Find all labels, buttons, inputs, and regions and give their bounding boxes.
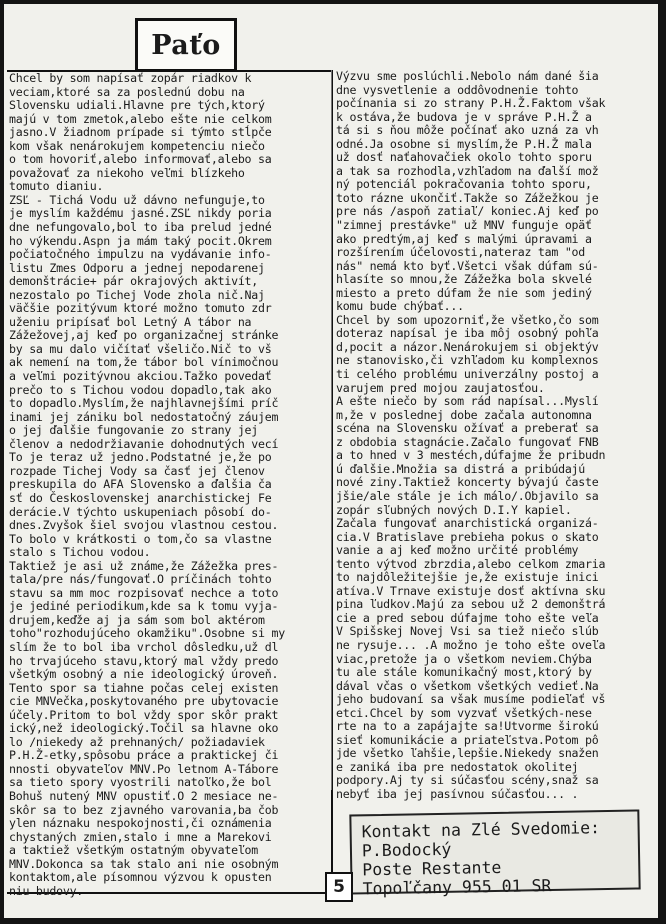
- article-column-left: [7, 70, 333, 898]
- text-line: ti celého problému univerzálny postoj a: [336, 367, 599, 382]
- text-line: Chcel by som napísať zopár riadkov k: [9, 71, 252, 85]
- text-line: dne vysvetlenie a oddôvodnenie tohto: [336, 82, 579, 97]
- text-line: k ostáva,že budova je v správe P.H.Ž a: [336, 109, 592, 124]
- text-line: toto rázne ukončiť.Takže so Zážežkou je: [336, 190, 599, 205]
- text-line: chystaných zmien,stalo i mne a Marekovi: [9, 829, 272, 844]
- text-line: a taktiež všetkým ostatným obyvateľom: [9, 843, 259, 858]
- page-number: 5: [325, 872, 353, 902]
- text-line: uženiu pripísať bol Letný A tábor na: [9, 314, 252, 329]
- text-line: zopár sľubných nových D.I.Y kapiel.: [336, 502, 572, 517]
- text-line: to najdôležitejšie je,že existuje inici: [336, 570, 599, 585]
- text-line: e zaniká iba pre nedostatok okolitej: [336, 759, 579, 774]
- text-line: jšie/ale stále je ich málo/.Objavilo sa: [336, 488, 599, 503]
- text-line: účely.Pritom to bol vždy spor skôr prakt: [9, 707, 279, 722]
- text-line: pina ľudkov.Majú za sebou už 2 demonštrá: [336, 597, 606, 612]
- text-line: viac,pretože ja o všetkom neviem.Chýba: [336, 651, 592, 666]
- text-line: ný potenciál pokračovania tohto sporu,: [336, 177, 592, 192]
- text-line: väčšie pozitývum ktoré možno tomuto zdr: [9, 301, 272, 316]
- text-line: a veľmi pozitývnou akciou.Tažko povedať: [9, 369, 272, 384]
- text-line: Slovensku udiali.Hlavne pre tých,ktorý: [9, 98, 265, 113]
- text-line: Chcel by som upozorniť,že všetko,čo som: [336, 312, 599, 327]
- text-line: rozšírením účelovosti,nateraz tam "od: [336, 245, 586, 260]
- text-line: varujem pred mojou zaujatosťou.: [336, 380, 545, 395]
- text-line: ne stanovisko,či vzhľadom ku komplexnos: [336, 353, 599, 368]
- text-line: derácie.V týchto uskupeniach pôsobí do-: [9, 504, 272, 519]
- text-line: majú v tom zmetok,alebo ešte nie celkom: [9, 111, 272, 126]
- column-divider: [331, 70, 332, 790]
- article-column-right: [334, 69, 656, 801]
- text-line: o jej ďalšie fungovanie zo strany jej: [9, 423, 259, 438]
- text-line: rozpade Tichej Vody sa časť jej členov: [9, 463, 265, 478]
- text-line: kontaktom,ale písomnou výzvou k opusten: [9, 870, 272, 885]
- text-line: drujem,keďže aj ja sám som bol aktérom: [9, 612, 265, 627]
- text-line: doteraz napísal je iba môj osobný pohľa: [336, 326, 599, 341]
- text-line: ak nemení na tom,že tábor bol vínimočnou: [9, 355, 279, 370]
- text-line: ZSĽ - Tichá Vodu už dávno nefunguje,to: [9, 192, 265, 207]
- text-line: všetkým osobný a nie ideologický úroveň.: [9, 667, 279, 682]
- text-line: Taktiež je asi už známe,že Zážežka pres-: [9, 558, 279, 573]
- text-line: cia.V Bratislave prebieha pokus o skato: [336, 529, 599, 544]
- text-line: cie MNVečka,poskytovaného pre ubytovacie: [9, 694, 279, 709]
- text-line: m,že v poslednej dobe začala autonomna: [336, 407, 592, 422]
- text-line: To bolo v krátkosti o tom,čo sa vlastne: [9, 531, 272, 546]
- text-line: To je teraz už jedno.Podstatné je,že po: [9, 450, 272, 465]
- text-line: preskupila do AFA Slovensko a ďalšia ča: [9, 477, 272, 492]
- text-line: d,pocit a názor.Nenárokujem si objektýv: [336, 339, 599, 354]
- text-line: V Spišskej Novej Vsi sa tiež niečo slúb: [336, 624, 599, 639]
- text-line: stavu sa mm moc rozpisovať nechce a toto: [9, 585, 279, 600]
- text-line: lo /niekedy až prehnaných/ požiadaviek: [9, 734, 265, 749]
- text-line: tala/pre nás/fungovať.O príčinách tohto: [9, 572, 272, 587]
- text-line: dnes.Zvyšok šiel svojou vlastnou cestou.: [9, 518, 279, 533]
- text-line: etci.Chcel by som vyzvať všetkých-nese: [336, 705, 592, 720]
- text-line: ho výkendu.Aspn ja mám taký pocit.Okrem: [9, 233, 272, 248]
- text-line: jeho budovaní sa však musíme podieľať vš: [336, 692, 606, 707]
- text-line: ický,než ideologický.Točil sa hlavne oko: [9, 721, 279, 736]
- zine-page: [4, 4, 658, 918]
- text-line: ako predtým,aj keď s malými úpravami a: [336, 231, 592, 246]
- text-line: "zimnej prestávke" už MNV funguje opäť: [336, 218, 592, 233]
- text-line: niu budovy.: [9, 883, 84, 898]
- text-line: tomuto dianiu.: [9, 179, 104, 194]
- text-line: Topoľčany 955 01 SR: [362, 876, 552, 899]
- text-line: A ešte niečo by som rád napísal...Myslí: [336, 394, 599, 409]
- text-line: o tom hovoriť,alebo informovať,alebo sa: [9, 152, 272, 167]
- text-line: tento výtvod zbrzdia,alebo celkom zmaria: [336, 556, 606, 571]
- text-line: odné.Ja osobne si myslím,že P.H.Ž mala: [336, 136, 592, 151]
- text-line: skôr sa to bez zjavného varovania,ba čob: [9, 802, 279, 817]
- text-line: počiatočného impulzu na vydávanie info-: [9, 247, 272, 262]
- text-line: sieť komunikácie a priateľstva.Potom pô: [336, 732, 599, 747]
- text-line: P.Bodocký: [361, 839, 452, 861]
- text-line: Bohuš nutený MNV opustiť.O 2 mesiace ne-: [9, 788, 279, 803]
- text-line: cie a pred sebou dúfajme toho ešte veľa: [336, 610, 599, 625]
- text-line: demonštrácie+ pár okrajových aktivít,: [9, 274, 259, 289]
- text-line: a to hned v 3 mestéch,dúfajme že pribudn: [336, 448, 606, 463]
- text-line: toho"rozhodujúceho okamžiku".Osobne si my: [9, 626, 285, 641]
- text-line: ne rysuje... .A možno je toho ešte oveľa: [336, 637, 606, 652]
- text-line: Tento spor sa tiahne počas celej existen: [9, 680, 279, 695]
- text-line: tu ale stále komunikačný most,ktorý by: [336, 665, 592, 680]
- text-line: Začala fungovať anarchistická organizá-: [336, 516, 599, 531]
- text-line: ú ďalšie.Množia sa distrá a pribúdajú: [336, 461, 586, 476]
- text-line: stalo s Tichou vodou.: [9, 545, 151, 560]
- text-line: pre nás /aspoň zatiaľ/ koniec.Aj keď po: [336, 204, 599, 219]
- text-line: P.H.Ž-etky,spôsobu práce a praktickej či: [9, 748, 279, 763]
- text-line: ylen náznaku nespokojnosti,či oznámenia: [9, 816, 272, 831]
- text-line: kom však nenárokujem kompetenciu niečo: [9, 138, 265, 153]
- text-line: hlasíte so mnou,že Zážežka bola skvelé: [336, 272, 592, 287]
- text-line: už dosť naťahovačiek okolo tohto sporu: [336, 150, 592, 165]
- text-line: členov a nedodržiavanie dohodnutých vecí: [9, 436, 279, 451]
- text-line: jde všetko ľahšie,lepšie.Niekedy snažen: [336, 746, 599, 761]
- text-line: nezostalo po Tichej Vode zhola nič.Naj: [9, 287, 265, 302]
- text-line: veciam,ktoré sa za poslednú dobu na: [9, 84, 245, 99]
- text-line: jasno.V žiadnom prípade si týmto stĺpče: [9, 125, 272, 140]
- text-line: tá si s ňou môže počínať ako uzná za vh: [336, 123, 599, 138]
- text-line: nnosti obyvateľov MNV.Po letnom A-Tábore: [9, 761, 279, 776]
- text-line: Zážežovej,aj keď po organizačnej stránke: [9, 328, 279, 343]
- text-line: nové ziny.Taktiež koncerty bývajú časte: [336, 475, 599, 490]
- text-line: ho trvajúceho stavu,ktorý mal vždy predo: [9, 653, 279, 668]
- text-line: listu Zmes Odporu a jednej nepodarenej: [9, 260, 265, 275]
- text-line: považovať za niekoho veľmi blízkeho: [9, 165, 245, 180]
- text-line: atíva.V Trnave existuje dosť aktívna sku: [336, 583, 606, 598]
- text-line: miesto a preto dúfam že nie som jediný: [336, 285, 592, 300]
- text-line: sť do Československej anarchistickej Fe: [9, 490, 272, 505]
- text-line: scéna na Slovensku ožívať a preberať sa: [336, 421, 599, 436]
- text-line: je myslím každému jasné.ZSĽ nikdy poria: [9, 206, 272, 221]
- page-title: Paťo: [135, 18, 237, 72]
- text-line: Výzvu sme poslúchli.Nebolo nám dané šia: [336, 69, 599, 83]
- text-line: počínania si zo strany P.H.Ž.Faktom však: [336, 96, 606, 111]
- text-line: prečo to s Tichou vodou dopadlo,tak ako: [9, 382, 272, 397]
- text-line: to dopadlo.Myslím,že najhlavnejšími príč: [9, 396, 279, 411]
- text-line: inami jej zániku bol nedostatočný záujem: [9, 409, 279, 424]
- text-line: a tak sa rozhodla,vzhľadom na ďalší mož: [336, 163, 599, 178]
- text-line: vanie a aj keď možno určité problémy: [336, 543, 579, 558]
- text-line: Poste Restante: [362, 857, 502, 880]
- text-line: podpory.Aj ty si súčasťou scény,snaž sa: [336, 773, 599, 788]
- text-line: sa tieto spory vyostrili natoľko,že bol: [9, 775, 272, 790]
- text-line: slím že to bol iba vrchol dôsledku,už dl: [9, 639, 279, 654]
- text-line: je jediné periodikum,kde sa k tomu vyja-: [9, 599, 279, 614]
- text-line: rte na to a zapájajte sa!Utvorme širokú: [336, 719, 599, 734]
- text-line: MNV.Dokonca sa tak stalo ani nie osobným: [9, 856, 279, 871]
- text-line: komu bude chýbať...: [336, 299, 464, 314]
- text-line: nebyť iba jej pasívnou súčasťou... .: [336, 786, 579, 801]
- text-line: Kontakt na Zlé Svedomie:: [361, 818, 601, 842]
- text-line: dával včas o všetkom všetkých vedieť.Na: [336, 678, 599, 693]
- text-line: nás" nemá kto byť.Všetci však dúfam sú-: [336, 258, 599, 273]
- contact-box: [349, 809, 640, 899]
- text-line: z obdobia stagnácie.Začalo fungovať FNB: [336, 434, 599, 449]
- text-line: by sa mu dalo vičítať všeličo.Nič to vš: [9, 341, 272, 356]
- text-line: dne nefungovalo,bol to iba prelud jedné: [9, 220, 272, 235]
